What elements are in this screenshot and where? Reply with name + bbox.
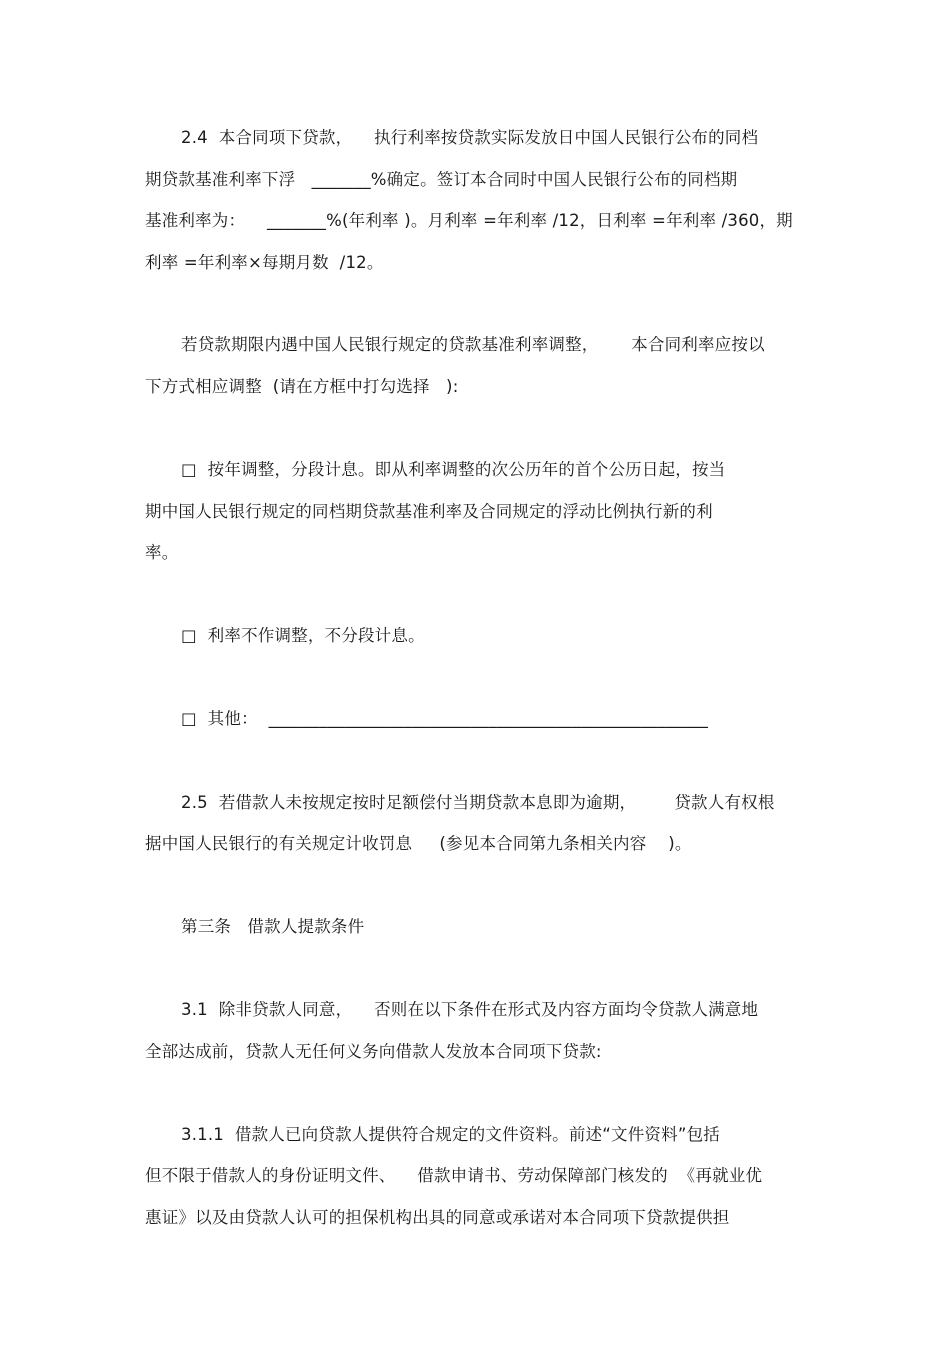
clause-3-1-1-line-2: 但不限于借款人的身份证明文件、 借款申请书、劳动保障部门核发的 《再就业优: [145, 1166, 763, 1185]
clause-2-4-line-4: 利率 =年利率×每期月数 /12。: [145, 253, 384, 272]
article-3-heading: 第三条 借款人提款条件: [181, 917, 365, 936]
clause-3-1-1-line-1: 3.1.1 借款人已向贷款人提供符合规定的文件资料。前述“文件资料”包括: [181, 1125, 720, 1144]
clause-3-1-line-2: 全部达成前，贷款人无任何义务向借款人发放本合同项下贷款:: [145, 1042, 602, 1061]
rate-adjustment-line-2: 下方式相应调整 (请在方框中打勾选择 ):: [145, 377, 459, 396]
clause-2-4-line-2: 期贷款基准利率下浮 _______%确定。签订本合同时中国人民银行公布的同档期: [145, 170, 738, 189]
clause-2-5-line-2: 据中国人民银行的有关规定计收罚息 (参见本合同第九条相关内容 )。: [145, 834, 692, 853]
option-annual-line-1: □ 按年调整，分段计息。即从利率调整的次公历年的首个公历日起，按当: [181, 460, 726, 479]
option-no-adjust: □ 利率不作调整，不分段计息。: [181, 626, 425, 645]
option-other: □ 其他： ____________________________________________________: [181, 709, 709, 728]
option-annual-line-3: 率。: [145, 543, 179, 562]
rate-adjustment-line-1: 若贷款期限内遇中国人民银行规定的贷款基准利率调整， 本合同利率应按以: [181, 335, 765, 354]
option-annual-line-2: 期中国人民银行规定的同档期贷款基准利率及合同规定的浮动比例执行新的利: [145, 502, 713, 521]
clause-2-5-line-1: 2.5 若借款人未按规定按时足额偿付当期贷款本息即为逾期， 贷款人有权根: [181, 793, 775, 812]
clause-2-4-line-1: 2.4 本合同项下贷款， 执行利率按贷款实际发放日中国人民银行公布的同档: [181, 128, 759, 147]
clause-2-4-line-3: 基准利率为： _______%(年利率 )。月利率 =年利率 /12，日利率 =年利率 /360，期: [145, 211, 793, 230]
clause-3-1-1-line-3: 惠证》以及由贷款人认可的担保机构出具的同意或承诺对本合同项下贷款提供担: [145, 1208, 730, 1227]
clause-3-1-line-1: 3.1 除非贷款人同意， 否则在以下条件在形式及内容方面均令贷款人满意地: [181, 1000, 759, 1019]
